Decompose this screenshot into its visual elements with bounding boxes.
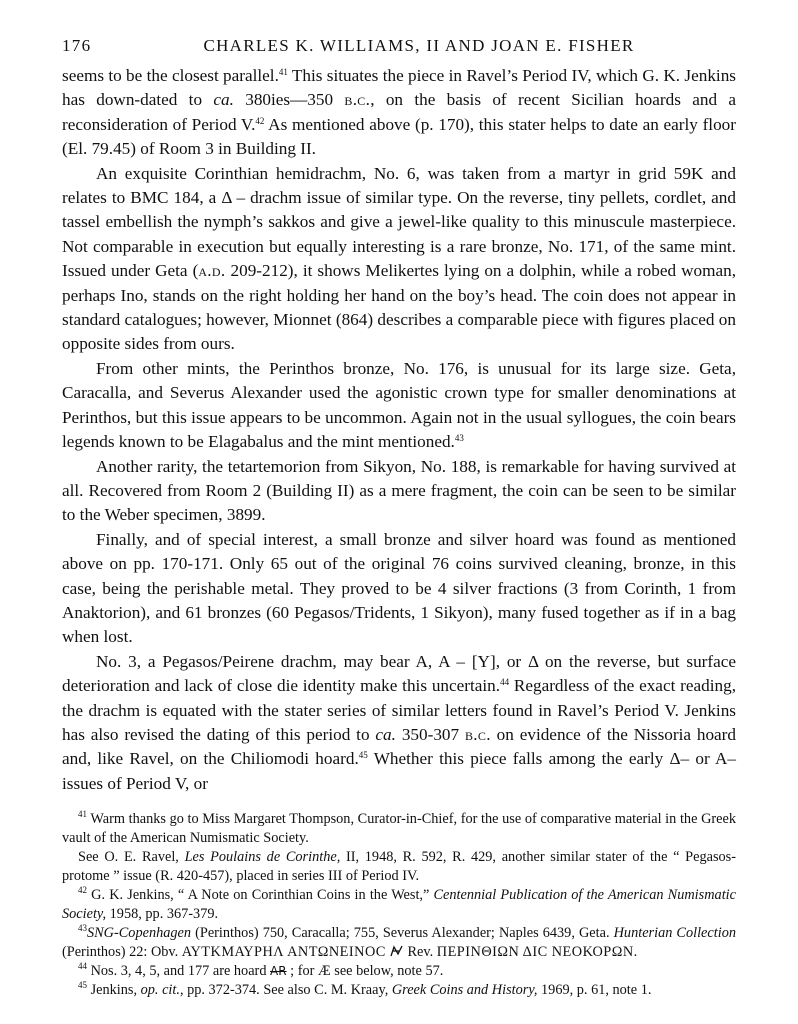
paragraph-1: seems to be the closest parallel.$^{41}$ This situates the piece in Ravel’s Period IV, which G. K. Jenkins has down-dated to ca. 380ies—350 b.c., on the basis of recent Sicilian hoards and a reconsideration of Period V.$^{42}$ As mentioned above (p. 170), this stater helps to date an early floor (El. 79.45) of Room 3 in Building II. (62, 66, 736, 159)
footnote-ref-42[interactable]: 42 (255, 115, 265, 126)
footnote-41: $^{41}$ Warm thanks go to Miss Margaret Thompson, Curator-in-Chief, for the use of comparative material in the Greek vault of the American Numismatic Society. (62, 809, 736, 847)
footnote-ref-43[interactable]: 43 (454, 433, 464, 444)
page-number: 176 (62, 36, 92, 55)
page (62, 30, 736, 1000)
footnote-44: $^{44}$ Nos. 3, 4, 5, and 177 are hoard AR ; for Æ see below, note 57. (78, 961, 444, 980)
greek-legend-reverse: ΠΕΡΙΝΘΙΩΝ ΔΙϹ ΝΕΟΚΟΡΩΝ. (436, 944, 638, 961)
greek-legend-obverse: ΑΥΤΚΜΑΥΡΗΛ ΑΝΤΩΝΕΙΝΟϹ (181, 944, 390, 961)
footnote-42: $^{42}$ G. K. Jenkins, “ A Note on Corinthian Coins in the West,” Centennial Publication of the American Numismatic Society, 1958, pp. 367-379. (62, 885, 736, 923)
footnote-ref-45[interactable]: 45 (358, 750, 368, 761)
bronze-symbol: Æ (317, 963, 331, 980)
ligature-mark-icon (390, 945, 404, 957)
footnote-ref-44[interactable]: 44 (500, 677, 510, 688)
footnote-45: $^{45}$ Jenkins, op. cit., pp. 372-374. See also C. M. Kraay, Greek Coins and History, 1969, p. 61, note 1. (78, 980, 652, 999)
paragraph-2: An exquisite Corinthian hemidrachm, No. 6, was taken from a martyr in grid 59K and relates to BMC 184, a Δ – drachm issue of similar type. On the reverse, tiny pellets, cordlet, and tassel embellish the nymph’s sakkos and give a jewel-like quality to this minuscule masterpiece. Not comparable in execution but equally interesting is a rare bronze, No. 171, of the same mint. Issued under Geta (a.d. 209-212), it shows Melikertes lying on a dolphin, while a robed woman, perhaps Ino, stands on the right holding her hand on the boy’s head. The coin does not appear in standard catalogues; however, Mionnet (864) describes a comparable piece with figures placed on opposite sides from ours. (62, 163, 736, 354)
running-title: CHARLES K. WILLIAMS, II AND JOAN E. FISHER (203, 36, 635, 55)
paragraph-5: Finally, and of special interest, a small bronze and silver hoard was found as mentioned above on pp. 170-171. Only 65 out of the original 76 coins survived cleaning, bronze, in this case, being the perishable metal. They proved to be 4 silver fractions (3 from Corinth, 1 from Anaktorion), and 61 bronzes (60 Pegasos/Tridents, 1 Sikyon), many fused together as if in a bag when lost. (62, 529, 736, 647)
footnote-ref-41[interactable]: 41 (278, 67, 288, 77)
footnote-43: $^{43}$SNG-Copenhagen (Perinthos) 750, Caracalla; 755, Severus Alexander; Naples 6439, Geta. Hunterian Collection (Perinthos) 22: Obv. ΑΥΤΚΜΑΥΡΗΛ ΑΝΤΩΝΕΙΝΟϹ Rev. ΠΕΡΙΝΘΙΩΝ ΔΙϹ ΝΕΟΚΟΡΩΝ. (62, 923, 736, 961)
paragraph-4: Another rarity, the tetartemorion from Sikyon, No. 188, is remarkable for having survived at all. Recovered from Room 2 (Building II) as a mere fragment, the coin can be seen to be similar to the Weber specimen, 3899. (62, 456, 736, 525)
silver-symbol: AR (270, 964, 287, 979)
footnotes (62, 810, 736, 1000)
running-header (62, 30, 736, 64)
paragraph-3: From other mints, the Perinthos bronze, No. 176, is unusual for its large size. Geta, Caracalla, and Severus Alexander used the agonistic crown type for smaller denominations at Perinthos, but this issue appears to be uncommon. Again not in the usual syllogues, the coin bears legends known to be Elagabalus and the mint mentioned.$^{43}$ (62, 358, 736, 452)
paragraph-6: No. 3, a Pegasos/Peirene drachm, may bear A, A – [Y], or Δ on the reverse, but surface deterioration and lack of close die identity make this uncertain.$^{44}$ Regardless of the exact reading, the drachm is equated with the stater series of similar letters found in Ravel’s Period V. Jenkins has also revised the dating of this period to ca. 350-307 b.c. on evidence of the Nissoria hoard and, like Ravel, on the Chiliomodi hoard.$^{45}$ Whether this piece falls among the early Δ– or A– issues of Period V, or (62, 651, 736, 793)
body-text (62, 64, 736, 796)
footnote-41-continued: See O. E. Ravel, Les Poulains de Corinthe, II, 1948, R. 592, R. 429, another similar stater of the “ Pegasos-protome ” issue (R. 420-457), placed in series III of Period IV. (62, 849, 736, 885)
